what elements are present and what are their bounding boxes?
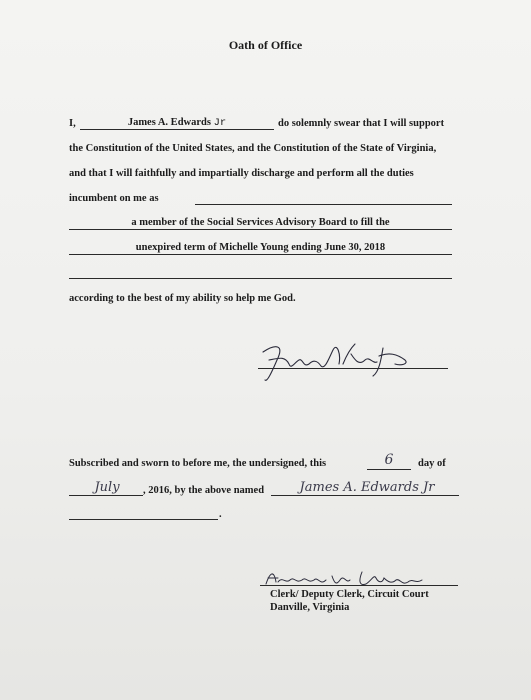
jurat-named: James A. Edwards Jr: [299, 480, 435, 495]
page-title: Oath of Office: [228, 38, 303, 52]
clerk-location: Danville, Virginia: [270, 602, 350, 613]
month-line: [69, 495, 143, 496]
jurat-subscribed: Subscribed and sworn to before me, the undersigned, this: [69, 458, 327, 469]
oath-name-typed: James A. Edwards: [127, 117, 211, 128]
clerk-signature-line: [260, 585, 458, 586]
jurat-month: July: [94, 480, 120, 495]
day-line: [367, 469, 411, 470]
named-line: [271, 495, 459, 496]
position-line-1: [69, 229, 452, 230]
jurat-period: .: [219, 509, 222, 520]
oath-line-1: do solemnly swear that I will support: [278, 118, 445, 129]
clerk-title: Clerk/ Deputy Clerk, Circuit Court: [270, 589, 429, 600]
name-line: [80, 129, 274, 130]
jurat-day-of: day of: [418, 458, 446, 469]
oath-name-field: [80, 117, 274, 129]
oath-closing: according to the best of my ability so help me God.: [69, 293, 296, 304]
jurat-day: 6: [384, 452, 394, 468]
oath-lead: I,: [69, 118, 76, 129]
jurat-year: , 2016, by the above named: [143, 485, 265, 496]
incumbent-line: [195, 204, 452, 205]
jurat-blank-line: [69, 519, 218, 520]
oath-line-3: and that I will faithfully and impartially discharge and perform all the duties: [69, 168, 414, 179]
oath-line-2: the Constitution of the United States, and the Constitution of the State of Virginia,: [69, 143, 437, 154]
position-line-2: [69, 254, 452, 255]
oath-name-suffix: Jr: [213, 117, 227, 129]
position-text-2: unexpired term of Michelle Young ending June 30, 2018: [135, 242, 386, 253]
oath-signature: [255, 330, 425, 386]
oath-line-4: incumbent on me as: [69, 193, 159, 204]
position-text-1: a member of the Social Services Advisory Board to fill the: [131, 217, 390, 228]
position-line-3: [69, 278, 452, 279]
